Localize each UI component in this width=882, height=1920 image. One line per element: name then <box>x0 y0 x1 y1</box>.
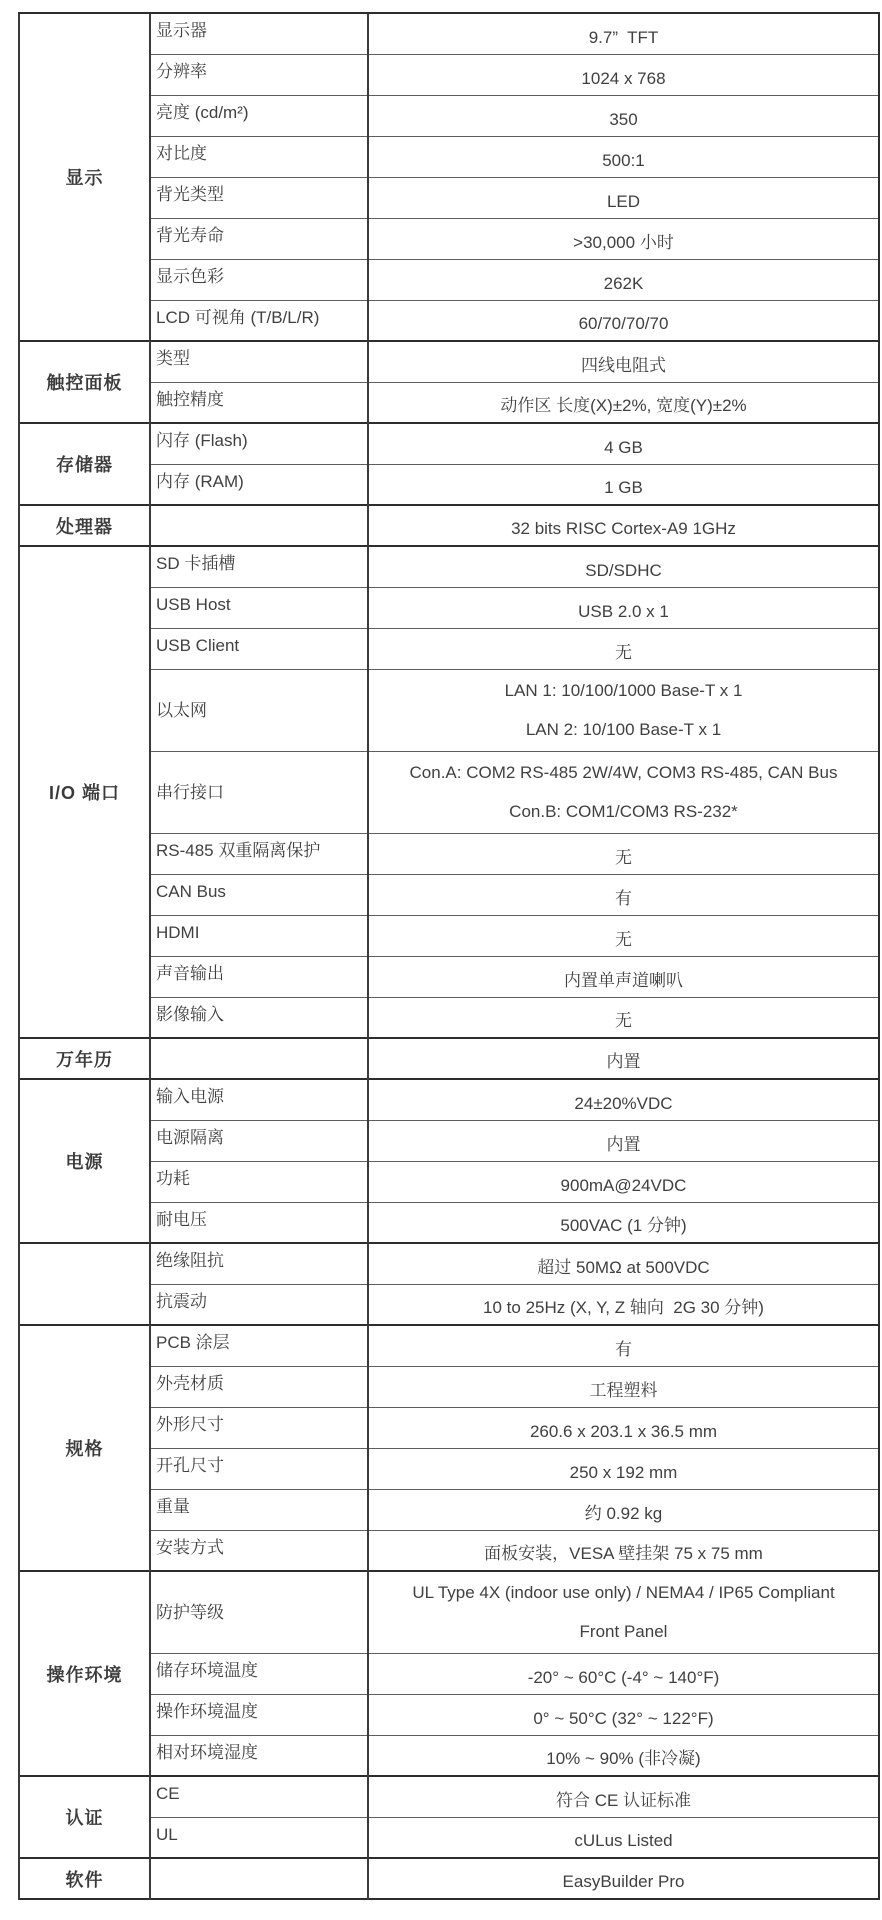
spec-value-cell <box>368 1489 879 1530</box>
table-row <box>19 1079 879 1120</box>
table-row <box>19 1571 879 1653</box>
spec-value-line: EasyBuilder Pro <box>562 1872 685 1891</box>
spec-value-cell <box>368 1284 879 1325</box>
spec-value-cell <box>368 341 879 382</box>
spec-value-line: 250 x 192 mm <box>569 1462 678 1482</box>
spec-value-line: 无 <box>615 642 632 662</box>
spec-value-cell <box>368 1776 879 1817</box>
table-row <box>19 1325 879 1366</box>
spec-label-cell: 绝缘阻抗 <box>150 1243 368 1284</box>
spec-value-line: 无 <box>615 929 632 949</box>
spec-value-line: 0° ~ 50°C (32° ~ 122°F) <box>533 1708 714 1728</box>
spec-label-cell: 对比度 <box>150 136 368 177</box>
spec-value-cell <box>368 874 879 915</box>
spec-value-cell <box>368 1530 879 1571</box>
category-cell: 规格 <box>19 1325 150 1571</box>
spec-value-cell <box>368 1325 879 1366</box>
spec-value-line: -20° ~ 60°C (-4° ~ 140°F) <box>527 1667 720 1687</box>
spec-value-cell <box>368 464 879 505</box>
category-cell: 显示 <box>19 13 150 341</box>
spec-value-cell <box>368 587 879 628</box>
spec-value-cell <box>368 300 879 341</box>
spec-value-cell <box>368 546 879 587</box>
spec-label-cell: 触控精度 <box>150 382 368 423</box>
spec-label-cell: USB Host <box>150 587 368 628</box>
spec-label-cell: USB Client <box>150 628 368 669</box>
spec-label-cell: UL <box>150 1817 368 1858</box>
spec-label-cell <box>150 505 368 546</box>
spec-value-line: Con.A: COM2 RS-485 2W/4W, COM3 RS-485, CAN Bus <box>409 763 838 782</box>
spec-label-cell: 重量 <box>150 1489 368 1530</box>
spec-label-cell <box>150 1858 368 1899</box>
spec-value-line: 900mA@24VDC <box>560 1175 687 1195</box>
table-row <box>19 13 879 54</box>
spec-value-line: 工程塑料 <box>589 1380 658 1400</box>
spec-value-line: 500:1 <box>602 150 645 170</box>
spec-label-cell: 背光类型 <box>150 177 368 218</box>
spec-value-cell <box>368 218 879 259</box>
spec-label-cell: 电源隔离 <box>150 1120 368 1161</box>
spec-label-cell: 显示色彩 <box>150 259 368 300</box>
table-row <box>19 423 879 464</box>
spec-value-cell <box>368 833 879 874</box>
spec-label-cell: 储存环境温度 <box>150 1653 368 1694</box>
spec-label-cell: LCD 可视角 (T/B/L/R) <box>150 300 368 341</box>
spec-label-cell: 影像输入 <box>150 997 368 1038</box>
spec-value-cell <box>368 1038 879 1079</box>
spec-sheet <box>18 12 880 1900</box>
spec-value-cell <box>368 13 879 54</box>
spec-value-line: 60/70/70/70 <box>578 314 669 333</box>
spec-label-cell: 抗震动 <box>150 1284 368 1325</box>
spec-value-cell <box>368 1694 879 1735</box>
spec-value-cell <box>368 54 879 95</box>
spec-value-line: 24±20%VDC <box>574 1093 673 1113</box>
category-cell: 认证 <box>19 1776 150 1858</box>
spec-value-line: LAN 2: 10/100 Base-T x 1 <box>525 720 722 739</box>
spec-label-cell: 分辨率 <box>150 54 368 95</box>
spec-label-cell: 类型 <box>150 341 368 382</box>
spec-label-cell: 背光寿命 <box>150 218 368 259</box>
category-cell: 存储器 <box>19 423 150 505</box>
spec-value-cell <box>368 1161 879 1202</box>
spec-value-line: 500VAC (1 分钟) <box>560 1216 687 1235</box>
spec-label-cell: 防护等级 <box>150 1571 368 1653</box>
table-row <box>19 1776 879 1817</box>
spec-value-line: 面板安装，VESA 壁挂架 75 x 75 mm <box>484 1544 763 1563</box>
spec-value-cell <box>368 997 879 1038</box>
spec-value-cell <box>368 1653 879 1694</box>
spec-value-cell <box>368 1735 879 1776</box>
spec-label-cell: 亮度 (cd/m²) <box>150 95 368 136</box>
spec-value-line: 无 <box>615 1011 632 1030</box>
spec-label-cell: 安装方式 <box>150 1530 368 1571</box>
spec-value-line: Front Panel <box>579 1622 668 1642</box>
spec-value-line: SD/SDHC <box>585 560 662 580</box>
spec-value-cell <box>368 751 879 833</box>
spec-label-cell: CAN Bus <box>150 874 368 915</box>
spec-value-line: 内置 <box>606 1134 641 1154</box>
spec-label-cell: 开孔尺寸 <box>150 1448 368 1489</box>
spec-value-line: 内置单声道喇叭 <box>564 970 683 990</box>
spec-label-cell: CE <box>150 1776 368 1817</box>
spec-label-cell: 输入电源 <box>150 1079 368 1120</box>
table-row <box>19 1243 879 1284</box>
spec-value-cell <box>368 628 879 669</box>
spec-value-line: 350 <box>609 109 638 129</box>
table-row <box>19 1858 879 1899</box>
category-cell: I/O 端口 <box>19 546 150 1038</box>
category-cell <box>19 1243 150 1325</box>
category-cell: 软件 <box>19 1858 150 1899</box>
spec-label-cell: 以太网 <box>150 669 368 751</box>
category-cell: 处理器 <box>19 505 150 546</box>
spec-value-line: 超过 50MΩ at 500VDC <box>537 1257 710 1277</box>
spec-table <box>18 12 880 1900</box>
spec-value-line: cULus Listed <box>574 1831 673 1850</box>
spec-value-line: 262K <box>603 273 644 293</box>
spec-value-cell <box>368 95 879 136</box>
spec-value-line: 260.6 x 203.1 x 36.5 mm <box>529 1421 718 1441</box>
spec-label-cell: 内存 (RAM) <box>150 464 368 505</box>
spec-value-cell <box>368 1120 879 1161</box>
spec-value-line: 动作区 长度(X)±2%, 宽度(Y)±2% <box>500 396 747 415</box>
spec-value-line: Con.B: COM1/COM3 RS-232* <box>509 802 738 821</box>
spec-value-line: 四线电阻式 <box>581 355 666 375</box>
category-cell: 触控面板 <box>19 341 150 423</box>
spec-label-cell: 闪存 (Flash) <box>150 423 368 464</box>
spec-value-cell <box>368 956 879 997</box>
category-cell: 电源 <box>19 1079 150 1243</box>
spec-label-cell: 耐电压 <box>150 1202 368 1243</box>
spec-label-cell: SD 卡插槽 <box>150 546 368 587</box>
spec-value-line: 4 GB <box>604 437 643 457</box>
spec-value-line: UL Type 4X (indoor use only) / NEMA4 / IP65 Compliant <box>412 1583 835 1603</box>
spec-label-cell: 外形尺寸 <box>150 1407 368 1448</box>
table-row <box>19 341 879 382</box>
spec-value-line: >30,000 小时 <box>573 232 674 252</box>
spec-label-cell: PCB 涂层 <box>150 1325 368 1366</box>
spec-value-cell <box>368 177 879 218</box>
spec-value-cell <box>368 382 879 423</box>
category-cell: 万年历 <box>19 1038 150 1079</box>
spec-label-cell: HDMI <box>150 915 368 956</box>
category-cell: 操作环境 <box>19 1571 150 1776</box>
spec-value-cell <box>368 1448 879 1489</box>
spec-value-cell <box>368 915 879 956</box>
spec-value-cell <box>368 505 879 546</box>
spec-value-line: 10% ~ 90% (非冷凝) <box>546 1749 701 1768</box>
table-row <box>19 546 879 587</box>
spec-value-line: LAN 1: 10/100/1000 Base-T x 1 <box>504 681 743 700</box>
spec-value-line: 10 to 25Hz (X, Y, Z 轴向 2G 30 分钟) <box>483 1298 764 1317</box>
table-row <box>19 1038 879 1079</box>
spec-value-cell <box>368 1817 879 1858</box>
spec-label-cell: 显示器 <box>150 13 368 54</box>
spec-value-cell <box>368 1079 879 1120</box>
spec-label-cell: 外壳材质 <box>150 1366 368 1407</box>
spec-value-cell <box>368 423 879 464</box>
spec-value-cell <box>368 1571 879 1653</box>
spec-value-line: 内置 <box>606 1052 641 1071</box>
spec-value-cell <box>368 136 879 177</box>
spec-value-line: 有 <box>615 1339 632 1359</box>
spec-value-cell <box>368 1407 879 1448</box>
spec-value-line: 9.7” TFT <box>588 27 659 47</box>
spec-value-cell <box>368 1858 879 1899</box>
spec-value-line: 1024 x 768 <box>581 68 666 88</box>
spec-value-cell <box>368 1366 879 1407</box>
spec-value-line: 无 <box>615 847 632 867</box>
spec-label-cell: 功耗 <box>150 1161 368 1202</box>
spec-label-cell: 声音输出 <box>150 956 368 997</box>
spec-label-cell: 操作环境温度 <box>150 1694 368 1735</box>
spec-label-cell: 相对环境湿度 <box>150 1735 368 1776</box>
spec-value-line: 约 0.92 kg <box>584 1503 663 1523</box>
spec-value-line: LED <box>606 191 641 211</box>
spec-value-cell <box>368 1243 879 1284</box>
table-row <box>19 505 879 546</box>
spec-value-line: 1 GB <box>604 478 643 497</box>
spec-label-cell: RS-485 双重隔离保护 <box>150 833 368 874</box>
spec-label-cell <box>150 1038 368 1079</box>
spec-value-cell <box>368 1202 879 1243</box>
spec-value-line: 有 <box>615 888 632 908</box>
spec-label-cell: 串行接口 <box>150 751 368 833</box>
spec-value-cell <box>368 669 879 751</box>
spec-value-line: 32 bits RISC Cortex-A9 1GHz <box>511 519 736 538</box>
spec-value-line: 符合 CE 认证标准 <box>555 1790 692 1810</box>
spec-value-line: USB 2.0 x 1 <box>578 601 669 621</box>
spec-value-cell <box>368 259 879 300</box>
